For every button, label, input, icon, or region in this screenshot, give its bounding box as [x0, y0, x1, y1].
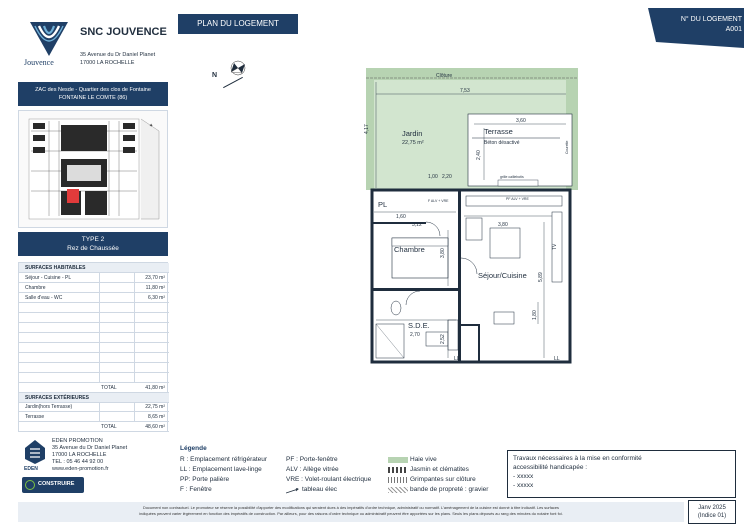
footer-line-2: indiquées peuvent varier légèrement en fonction des impératifs de construction. Par ailleurs, pour des raisons d'ordre technique ou administratif peuvent être apportées sur les plans. Seuls les plans déposés au rang des minutes du notaire font foi.	[139, 511, 563, 516]
ll2-label: LL	[554, 356, 560, 362]
table-section-header: SURFACES EXTÉRIEURES	[19, 393, 169, 403]
legend-item: Grimpantes sur clôture	[410, 476, 476, 483]
footer-date: Janv 2025	[698, 505, 726, 511]
table-row: Chambre 11,80 m²	[19, 283, 169, 293]
project-banner	[18, 82, 168, 106]
logo-text: Jouvence	[24, 58, 54, 67]
tv-label: TV	[552, 243, 558, 250]
brand-block	[18, 14, 170, 74]
promoter-address-2: 17000 LA ROCHELLE	[52, 452, 107, 458]
table-total-row: TOTAL 41,80 m²	[19, 383, 169, 393]
works-line-1: Travaux nécessaires à la mise en conformité	[513, 455, 642, 462]
climbers-swatch-icon	[388, 477, 408, 483]
scale-line	[223, 77, 243, 88]
brand-name: SNC JOUVENCE	[80, 26, 167, 38]
site-plan-drawing	[19, 111, 168, 228]
grille-label: grille caillebotis	[500, 175, 524, 179]
terrasse-label: Terrasse	[484, 127, 513, 136]
legend-item: PP: Porte palière	[180, 476, 230, 483]
dim-360: 3,60	[516, 118, 526, 124]
works-item-2: - xxxxx	[513, 482, 534, 489]
works-line-2: accessibilité handicapée :	[513, 464, 588, 471]
works-box	[507, 450, 736, 498]
works-item-1: - xxxxx	[513, 473, 534, 480]
terrasse-sub: Béton désactivé	[484, 140, 520, 146]
svg-text:✦: ✦	[149, 123, 154, 129]
pf-vre-label: PF ALV + VRE	[506, 197, 529, 201]
promoter-block	[18, 437, 170, 497]
plan-title-banner	[178, 14, 298, 34]
hedge-swatch-icon	[388, 457, 408, 463]
legend-item: PF : Porte-fenêtre	[286, 456, 338, 463]
legend	[180, 444, 500, 500]
dim-240: 2,40	[476, 150, 482, 160]
table-row-empty	[19, 333, 169, 343]
dim-380-a: 3,80	[498, 222, 508, 228]
chambre-label: Chambre	[394, 245, 425, 254]
sde-label: S.D.E.	[408, 321, 430, 330]
dining-table	[490, 228, 520, 258]
toilet	[391, 301, 401, 315]
table-row: Jardin(hors Terrasse) 22,75 m²	[19, 402, 169, 412]
footer-line-1: Document non contractuel. Le promoteur se réserve la possibilité d'apporter des modifications qui seraient dues à des impératifs d'ordre technique, administratif ou normatif. L'aménagement de la cuisine est donné à titre indicatif. Les surfaces	[143, 505, 559, 510]
badge-text: CONSTRUIRE	[38, 481, 75, 487]
grille	[498, 180, 538, 186]
courette-label: Courette	[565, 140, 569, 154]
dim-220: 2,20	[442, 174, 452, 180]
footer-date-box	[688, 500, 736, 524]
unit-highlight	[67, 189, 79, 203]
eden-logo-text: EDEN	[24, 466, 38, 472]
eden-logo-icon	[24, 439, 46, 465]
table-row-empty	[19, 303, 169, 313]
brand-address-1: 35 Avenue du Dr Daniel Planet	[80, 52, 156, 58]
dim-753: 7,53	[460, 88, 470, 94]
jasmine-swatch-icon	[388, 467, 408, 473]
project-line-1: ZAC des Nesde - Quartier des clos de Fontaine	[35, 87, 151, 93]
construire-badge	[22, 477, 84, 493]
ll-label: LL	[454, 356, 460, 362]
legend-item: bande de propreté : gravier	[410, 486, 489, 493]
table-row-empty	[19, 313, 169, 323]
legend-item: tableau élec	[302, 486, 338, 493]
legend-item: F : Fenêtre	[180, 486, 212, 493]
pl-label: PL	[378, 200, 388, 209]
sofa	[466, 218, 482, 240]
sejour-label: Séjour/Cuisine	[478, 271, 527, 280]
legend-item: R : Emplacement réfrigérateur	[180, 456, 268, 463]
north-label: N	[212, 72, 218, 79]
legend-item: LL : Emplacement lave-linge	[180, 466, 262, 473]
electric-panel-icon	[286, 488, 300, 494]
dim-312: 3,12	[412, 222, 422, 228]
dim-180: 1,80	[532, 310, 538, 320]
dim-270: 2,70	[410, 332, 420, 338]
table-row: Terrasse 8,65 m²	[19, 412, 169, 422]
footer-index: (Indice 01)	[697, 513, 727, 519]
site-plan	[18, 110, 168, 228]
dim-252: 2,52	[440, 334, 446, 344]
table-row-empty	[19, 353, 169, 363]
legend-item: ALV : Allège vitrée	[286, 466, 339, 473]
legend-title: Légende	[180, 445, 207, 452]
jardin-area: 22,75 m²	[402, 140, 424, 146]
f-alv-label: F ALV + VRE	[428, 199, 449, 203]
lot-label: N° DU LOGEMENT	[680, 16, 742, 23]
type-banner	[18, 232, 168, 256]
unit-type: TYPE 2	[81, 236, 105, 243]
table-row-empty	[19, 343, 169, 353]
compass-icon	[228, 58, 248, 78]
table-row: Séjour - Cuisine - PL 23,70 m²	[19, 273, 169, 283]
surfaces-ext-table	[18, 402, 168, 432]
dim-417: 4,17	[364, 124, 370, 134]
washing-machine	[448, 320, 458, 350]
table-section-header: SURFACES HABITABLES	[19, 263, 169, 273]
gravel-swatch-icon	[388, 487, 408, 493]
legend-item: Jasmin et clématites	[410, 466, 469, 473]
project-line-2: FONTAINE LE COMTE (86)	[58, 95, 128, 101]
floor-plan	[360, 62, 580, 372]
dim-589: 5,89	[538, 272, 544, 282]
table-row-empty	[19, 363, 169, 373]
table-row-empty	[19, 323, 169, 333]
promoter-name: EDEN PROMOTION	[52, 438, 103, 444]
promoter-tel: TEL : 05 46 44 92 00	[52, 459, 104, 465]
table-row-empty	[19, 373, 169, 383]
surfaces-table	[18, 262, 168, 402]
legend-item: Haie vive	[410, 456, 437, 463]
dim-380-b: 3,80	[440, 248, 446, 258]
promoter-address-1: 35 Avenue du Dr Daniel Planet	[52, 445, 128, 451]
dim-100: 1,00	[428, 174, 438, 180]
badge-circle-icon	[25, 480, 35, 490]
footer-disclaimer	[18, 502, 684, 522]
dim-160: 1,60	[396, 214, 406, 220]
jardin-label: Jardin	[402, 129, 423, 138]
promoter-web[interactable]: www.eden-promotion.fr	[52, 466, 109, 472]
lot-number: A001	[725, 26, 742, 33]
plan-title: PLAN DU LOGEMENT	[197, 19, 279, 28]
unit-level: Rez de Chaussée	[67, 245, 119, 252]
table-small	[494, 312, 514, 324]
table-total-row: TOTAL 48,60 m²	[19, 422, 169, 432]
cloture-label: Clôture	[436, 73, 453, 79]
brand-address-2: 17000 LA ROCHELLE	[80, 60, 135, 66]
table-row: Salle d'eau - WC 6,30 m²	[19, 293, 169, 303]
legend-item: VRE : Volet-roulant électrique	[286, 476, 372, 483]
